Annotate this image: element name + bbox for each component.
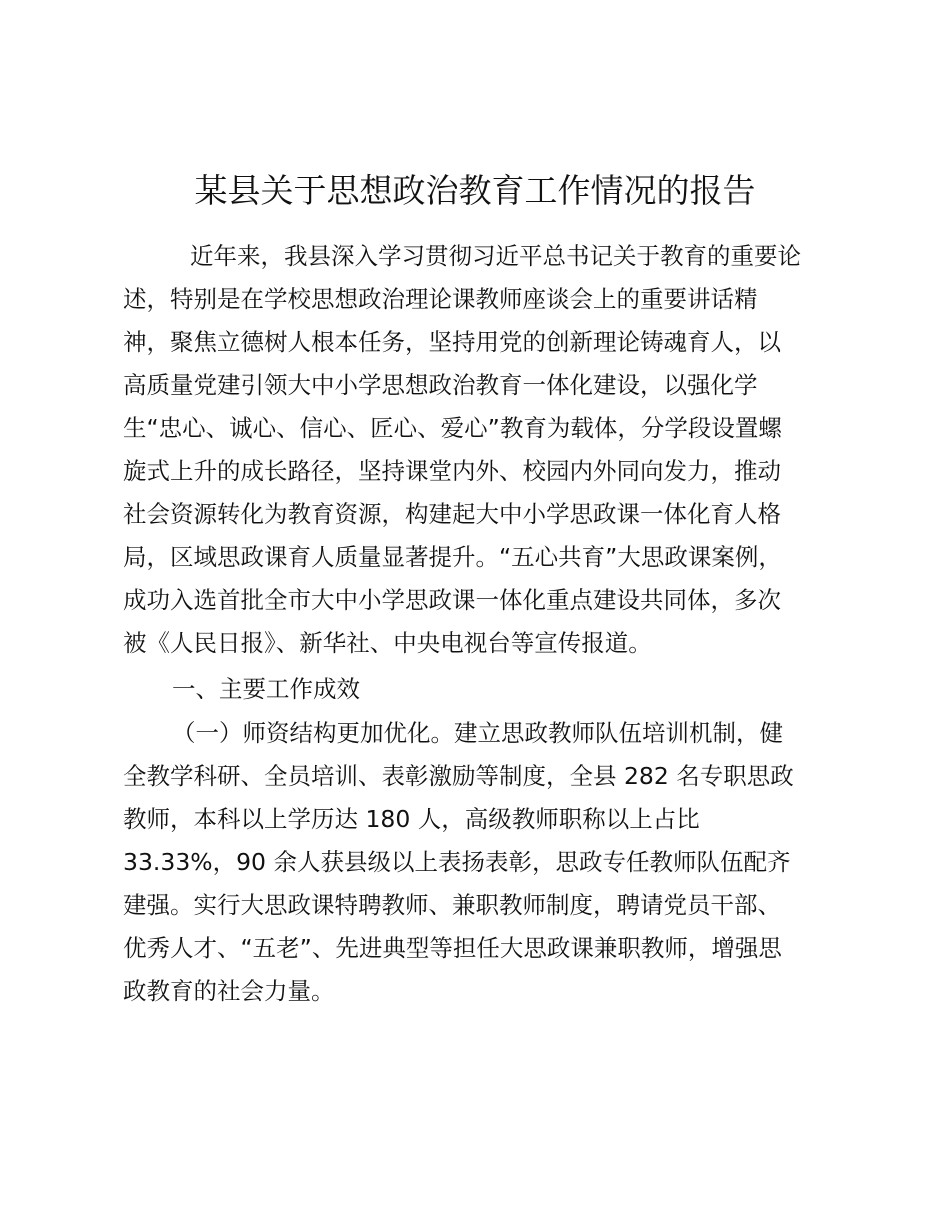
section1-line-1: （一）师资结构更加优化。建立思政教师队伍培训机制，健 bbox=[172, 719, 783, 747]
section1-line-2: 全教学科研、全员培训、表彰激励等制度，全县 282 名专职思政 bbox=[123, 762, 794, 790]
section1-line-7: 政教育的社会力量。 bbox=[123, 977, 335, 1005]
section1-line-5: 建强。实行大思政课特聘教师、兼职教师制度，聘请党员干部、 bbox=[123, 891, 781, 919]
intro-line-5: 生“忠心、诚心、信心、匠心、爱心”教育为载体，分学段设置螺 bbox=[123, 414, 782, 442]
intro-line-8: 局，区域思政课育人质量显著提升。“五心共育”大思政课案例， bbox=[123, 543, 782, 571]
section-heading: 一、主要工作成效 bbox=[172, 675, 360, 703]
intro-line-9: 成功入选首批全市大中小学思政课一体化重点建设共同体，多次 bbox=[123, 586, 781, 614]
intro-line-7: 社会资源转化为教育资源，构建起大中小学思政课一体化育人格 bbox=[123, 500, 781, 528]
section1-line-3: 教师，本科以上学历达 180 人，高级教师职称以上占比 bbox=[123, 805, 700, 833]
intro-line-3: 神，聚焦立德树人根本任务，坚持用党的创新理论铸魂育人，以 bbox=[123, 328, 781, 356]
intro-line-10: 被《人民日报》、新华社、中央电视台等宣传报道。 bbox=[123, 629, 652, 657]
intro-line-4: 高质量党建引领大中小学思想政治教育一体化建设，以强化学 bbox=[123, 371, 758, 399]
intro-line-2: 述，特别是在学校思想政治理论课教师座谈会上的重要讲话精 bbox=[123, 285, 758, 313]
document-title: 某县关于思想政治教育工作情况的报告 bbox=[194, 171, 756, 210]
section1-line-4: 33.33%，90 余人获县级以上表扬表彰，思政专任教师队伍配齐 bbox=[123, 848, 791, 876]
intro-line-6: 旋式上升的成长路径，坚持课堂内外、校园内外同向发力，推动 bbox=[123, 457, 781, 485]
intro-line-1: 近年来，我县深入学习贯彻习近平总书记关于教育的重要论 bbox=[190, 242, 801, 270]
section1-line-6: 优秀人才、“五老”、先进典型等担任大思政课兼职教师，增强思 bbox=[123, 934, 782, 962]
